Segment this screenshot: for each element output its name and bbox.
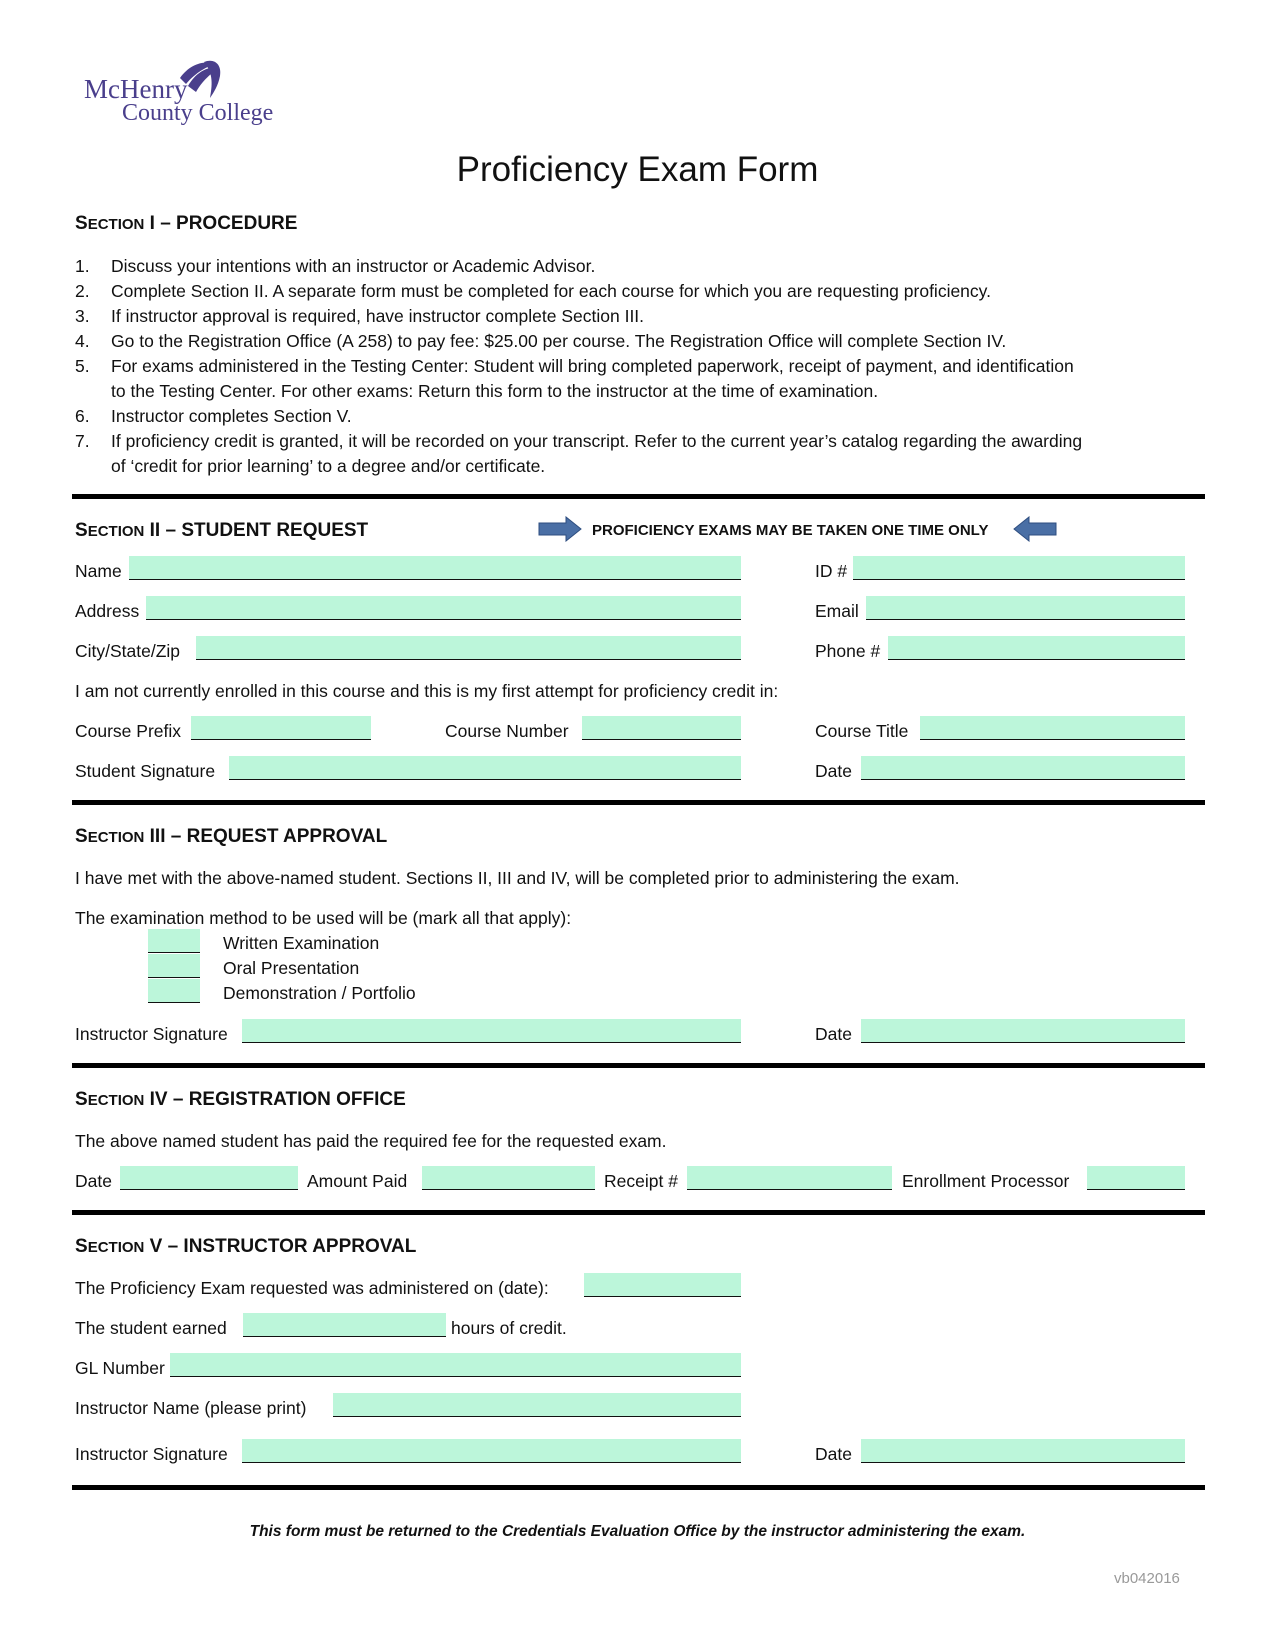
administered-date-field[interactable] [584,1273,741,1297]
gl-number-field[interactable] [170,1353,741,1377]
approval-date-label: Date [815,1024,852,1044]
approval-statement: I have met with the above-named student. Sections II, III and IV, will be completed prior to administering the exam. [75,868,960,888]
approval-date-field[interactable] [861,1019,1185,1043]
section-divider [72,494,1205,499]
demonstration-portfolio-checkbox[interactable] [148,979,200,1003]
procedure-step-7: 7. If proficiency credit is granted, it will be recorded on your transcript. Refer to the current year’s catalog regarding the awarding [75,431,1083,451]
final-date-label: Date [815,1444,852,1464]
address-field[interactable] [146,596,741,620]
section-3-heading: SECTION III – REQUEST APPROVAL [75,826,388,847]
student-signature-field[interactable] [229,756,741,780]
final-instructor-signature-field[interactable] [242,1439,741,1463]
payment-date-field[interactable] [120,1166,298,1190]
arrow-right-icon [538,516,582,542]
enrollment-processor-field[interactable] [1087,1166,1185,1190]
name-field[interactable] [129,556,741,580]
procedure-step-4: 4. Go to the Registration Office (A 258) to pay fee: $25.00 per course. The Registration Office will complete Section IV. [75,331,1007,351]
course-number-label: Course Number [445,721,569,741]
section-divider [72,800,1205,805]
course-prefix-label: Course Prefix [75,721,182,741]
demonstration-portfolio-label: Demonstration / Portfolio [223,983,416,1003]
procedure-step-2: 2. Complete Section II. A separate form must be completed for each course for which you are requesting proficiency. [75,281,991,301]
email-label: Email [815,601,859,621]
procedure-step-5: 5. For exams administered in the Testing Center: Student will bring completed paperwork, receipt of payment, and identification [75,356,1074,376]
amount-paid-field[interactable] [422,1166,595,1190]
email-field[interactable] [866,596,1185,620]
section-divider [72,1485,1205,1490]
procedure-step-5-cont: to the Testing Center. For other exams: Return this form to the instructor at the time of examination. [111,381,879,401]
course-title-label: Course Title [815,721,909,741]
procedure-step-1: 1. Discuss your intentions with an instructor or Academic Advisor. [75,256,596,276]
payment-date-label: Date [75,1171,112,1191]
administered-on-label: The Proficiency Exam requested was administered on (date): [75,1278,549,1298]
section-5-heading: SECTION V – INSTRUCTOR APPROVAL [75,1236,417,1257]
city-state-zip-label: City/State/Zip [75,641,181,661]
phone-field[interactable] [888,636,1185,660]
receipt-label: Receipt # [604,1171,678,1191]
oral-presentation-checkbox[interactable] [148,954,200,978]
credit-earned-suffix: hours of credit. [451,1318,567,1338]
college-logo [84,56,284,128]
procedure-step-3: 3. If instructor approval is required, have instructor complete Section III. [75,306,645,326]
id-field[interactable] [853,556,1185,580]
final-instructor-signature-label: Instructor Signature [75,1444,228,1464]
final-date-field[interactable] [861,1439,1185,1463]
logo-line1: McHenry [84,74,188,104]
logo-line2: County College [122,100,274,126]
address-label: Address [75,601,140,621]
city-state-zip-field[interactable] [196,636,741,660]
course-prefix-field[interactable] [191,716,371,740]
section-divider [72,1210,1205,1215]
student-date-field[interactable] [861,756,1185,780]
course-number-field[interactable] [582,716,741,740]
receipt-field[interactable] [687,1166,892,1190]
id-label: ID # [815,561,848,581]
gl-number-label: GL Number [75,1358,165,1378]
instructor-signature-label: Instructor Signature [75,1024,228,1044]
amount-paid-label: Amount Paid [307,1171,408,1191]
written-exam-checkbox[interactable] [148,929,200,953]
student-date-label: Date [815,761,852,781]
procedure-step-6: 6. Instructor completes Section V. [75,406,352,426]
instructor-name-label: Instructor Name (please print) [75,1398,307,1418]
credit-earned-label: The student earned [75,1318,227,1338]
credit-hours-field[interactable] [243,1313,446,1337]
section-divider [72,1063,1205,1068]
name-label: Name [75,561,122,581]
student-signature-label: Student Signature [75,761,216,781]
page-title: Proficiency Exam Form [456,150,819,189]
procedure-step-7-cont: of ‘credit for prior learning’ to a degree and/or certificate. [111,456,546,476]
section-1-heading: SECTION I – PROCEDURE [75,213,298,234]
phone-label: Phone # [815,641,881,661]
instructor-name-field[interactable] [333,1393,741,1417]
written-exam-label: Written Examination [223,933,380,953]
course-title-field[interactable] [920,716,1185,740]
enrollment-statement: I am not currently enrolled in this course and this is my first attempt for proficiency credit in: [75,681,779,701]
arrow-left-icon [1013,516,1057,542]
form-version: vb042016 [1114,1570,1180,1587]
oral-presentation-label: Oral Presentation [223,958,360,978]
section-2-heading: SECTION II – STUDENT REQUEST [75,520,369,541]
enrollment-processor-label: Enrollment Processor [902,1171,1070,1191]
section-4-heading: SECTION IV – REGISTRATION OFFICE [75,1089,406,1110]
one-time-warning: PROFICIENCY EXAMS MAY BE TAKEN ONE TIME ONLY [592,522,989,539]
instructor-signature-field[interactable] [242,1019,741,1043]
fee-paid-statement: The above named student has paid the required fee for the requested exam. [75,1131,667,1151]
return-instructions: This form must be returned to the Credentials Evaluation Office by the instructor administering the exam. [249,1523,1026,1540]
method-prompt: The examination method to be used will be (mark all that apply): [75,908,572,928]
